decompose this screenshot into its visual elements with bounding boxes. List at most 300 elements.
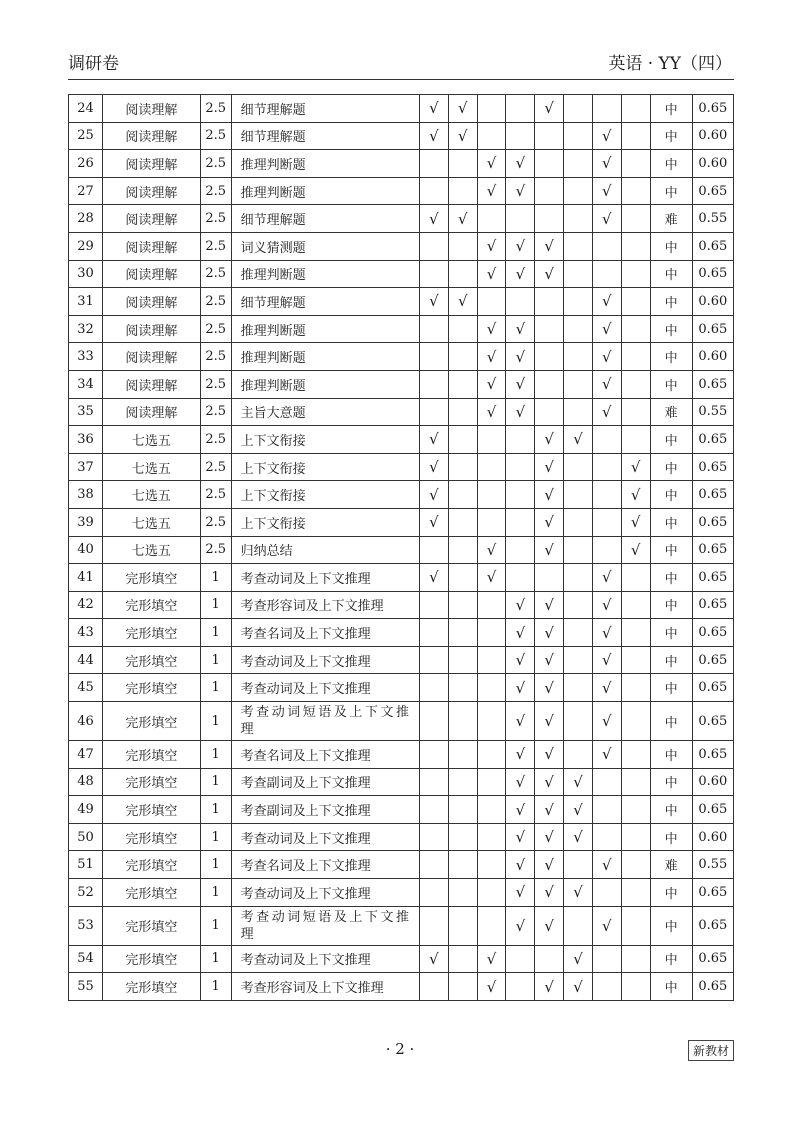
check-mark-icon: √	[592, 702, 621, 741]
check-cell	[564, 481, 593, 509]
coefficient: 0.65	[692, 508, 733, 536]
question-number: 45	[69, 674, 103, 702]
question-number: 52	[69, 879, 103, 907]
topic: 细节理解题	[231, 122, 419, 150]
check-mark-icon: √	[564, 823, 593, 851]
check-cell	[420, 646, 449, 674]
check-cell	[506, 564, 535, 592]
question-type: 阅读理解	[102, 122, 200, 150]
check-cell	[448, 823, 477, 851]
check-mark-icon: √	[420, 95, 449, 123]
check-cell	[592, 536, 621, 564]
check-cell	[448, 945, 477, 973]
check-mark-icon: √	[535, 646, 564, 674]
check-cell	[621, 398, 650, 426]
check-cell	[621, 768, 650, 796]
check-mark-icon: √	[564, 426, 593, 454]
question-type: 完形填空	[102, 796, 200, 824]
check-mark-icon: √	[592, 150, 621, 178]
check-mark-icon: √	[506, 150, 535, 178]
check-mark-icon: √	[506, 646, 535, 674]
difficulty: 中	[650, 536, 692, 564]
check-mark-icon: √	[592, 288, 621, 316]
check-cell	[477, 95, 506, 123]
check-cell	[448, 591, 477, 619]
check-cell	[621, 315, 650, 343]
check-cell	[564, 508, 593, 536]
question-number: 35	[69, 398, 103, 426]
check-cell	[592, 973, 621, 1001]
coefficient: 0.65	[692, 906, 733, 945]
check-cell	[448, 619, 477, 647]
table-row	[69, 823, 734, 851]
table-row	[69, 906, 734, 945]
question-type: 七选五	[102, 453, 200, 481]
difficulty: 中	[650, 945, 692, 973]
difficulty: 中	[650, 823, 692, 851]
table-row	[69, 95, 734, 123]
topic: 推理判断题	[231, 260, 419, 288]
check-cell	[564, 315, 593, 343]
check-mark-icon: √	[535, 768, 564, 796]
check-cell	[621, 260, 650, 288]
check-cell	[535, 288, 564, 316]
check-cell	[564, 95, 593, 123]
check-cell	[477, 508, 506, 536]
difficulty: 中	[650, 796, 692, 824]
topic: 细节理解题	[231, 288, 419, 316]
table-row	[69, 768, 734, 796]
check-cell	[564, 702, 593, 741]
check-mark-icon: √	[477, 945, 506, 973]
check-mark-icon: √	[621, 536, 650, 564]
check-mark-icon: √	[420, 122, 449, 150]
coefficient: 0.65	[692, 370, 733, 398]
check-mark-icon: √	[535, 260, 564, 288]
check-cell	[477, 702, 506, 741]
check-cell	[477, 768, 506, 796]
score: 2.5	[200, 232, 231, 260]
question-number: 44	[69, 646, 103, 674]
coefficient: 0.60	[692, 150, 733, 178]
check-cell	[621, 945, 650, 973]
check-cell	[621, 232, 650, 260]
topic: 归纳总结	[231, 536, 419, 564]
check-cell	[564, 851, 593, 879]
topic: 考查名词及上下文推理	[231, 741, 419, 769]
check-cell	[448, 851, 477, 879]
difficulty: 中	[650, 122, 692, 150]
check-cell	[477, 823, 506, 851]
check-cell	[420, 150, 449, 178]
topic: 考查名词及上下文推理	[231, 619, 419, 647]
coefficient: 0.55	[692, 205, 733, 233]
check-cell	[621, 370, 650, 398]
check-mark-icon: √	[535, 95, 564, 123]
header-divider	[68, 79, 734, 80]
table-row	[69, 315, 734, 343]
check-cell	[448, 796, 477, 824]
difficulty: 中	[650, 973, 692, 1001]
score: 2.5	[200, 315, 231, 343]
check-cell	[535, 564, 564, 592]
coefficient: 0.65	[692, 646, 733, 674]
topic: 考查副词及上下文推理	[231, 768, 419, 796]
check-mark-icon: √	[535, 702, 564, 741]
check-cell	[477, 674, 506, 702]
question-type: 完形填空	[102, 768, 200, 796]
question-number: 29	[69, 232, 103, 260]
check-cell	[506, 973, 535, 1001]
check-cell	[448, 370, 477, 398]
score: 1	[200, 796, 231, 824]
check-cell	[564, 232, 593, 260]
check-cell	[621, 741, 650, 769]
question-number: 53	[69, 906, 103, 945]
check-cell	[506, 453, 535, 481]
question-type: 完形填空	[102, 851, 200, 879]
check-cell	[592, 426, 621, 454]
question-number: 28	[69, 205, 103, 233]
check-cell	[564, 741, 593, 769]
difficulty: 中	[650, 150, 692, 178]
check-mark-icon: √	[420, 288, 449, 316]
question-type: 阅读理解	[102, 205, 200, 233]
check-mark-icon: √	[592, 906, 621, 945]
check-cell	[448, 906, 477, 945]
coefficient: 0.65	[692, 426, 733, 454]
table-row	[69, 232, 734, 260]
question-type: 完形填空	[102, 823, 200, 851]
check-cell	[564, 591, 593, 619]
check-cell	[621, 702, 650, 741]
check-cell	[621, 973, 650, 1001]
check-cell	[535, 122, 564, 150]
coefficient: 0.65	[692, 702, 733, 741]
check-cell	[506, 205, 535, 233]
difficulty: 中	[650, 674, 692, 702]
check-cell	[564, 260, 593, 288]
check-cell	[535, 343, 564, 371]
question-number: 36	[69, 426, 103, 454]
check-mark-icon: √	[535, 536, 564, 564]
question-number: 27	[69, 177, 103, 205]
score: 2.5	[200, 536, 231, 564]
check-cell	[477, 481, 506, 509]
check-cell	[564, 674, 593, 702]
check-mark-icon: √	[506, 370, 535, 398]
question-number: 32	[69, 315, 103, 343]
question-number: 39	[69, 508, 103, 536]
topic: 上下文衔接	[231, 453, 419, 481]
question-type: 阅读理解	[102, 288, 200, 316]
check-cell	[477, 906, 506, 945]
check-cell	[621, 426, 650, 454]
check-mark-icon: √	[506, 398, 535, 426]
coefficient: 0.65	[692, 591, 733, 619]
check-cell	[420, 260, 449, 288]
check-cell	[621, 591, 650, 619]
check-cell	[621, 619, 650, 647]
question-number: 26	[69, 150, 103, 178]
check-mark-icon: √	[621, 481, 650, 509]
table-row	[69, 796, 734, 824]
topic: 考查动词及上下文推理	[231, 646, 419, 674]
check-cell	[420, 823, 449, 851]
topic: 推理判断题	[231, 315, 419, 343]
coefficient: 0.60	[692, 768, 733, 796]
check-mark-icon: √	[477, 398, 506, 426]
check-cell	[535, 315, 564, 343]
score: 1	[200, 646, 231, 674]
question-type: 阅读理解	[102, 398, 200, 426]
coefficient: 0.65	[692, 481, 733, 509]
check-mark-icon: √	[535, 426, 564, 454]
check-mark-icon: √	[477, 260, 506, 288]
question-number: 38	[69, 481, 103, 509]
score: 2.5	[200, 122, 231, 150]
check-cell	[448, 453, 477, 481]
score: 1	[200, 879, 231, 907]
coefficient: 0.65	[692, 177, 733, 205]
table-row	[69, 973, 734, 1001]
check-cell	[564, 177, 593, 205]
difficulty: 中	[650, 453, 692, 481]
question-number: 50	[69, 823, 103, 851]
check-cell	[448, 646, 477, 674]
check-mark-icon: √	[535, 851, 564, 879]
check-mark-icon: √	[592, 205, 621, 233]
score: 1	[200, 906, 231, 945]
check-mark-icon: √	[564, 945, 593, 973]
check-mark-icon: √	[506, 674, 535, 702]
question-number: 55	[69, 973, 103, 1001]
question-number: 24	[69, 95, 103, 123]
score: 2.5	[200, 481, 231, 509]
difficulty: 中	[650, 591, 692, 619]
difficulty: 中	[650, 768, 692, 796]
check-mark-icon: √	[535, 453, 564, 481]
check-cell	[448, 177, 477, 205]
question-number: 41	[69, 564, 103, 592]
score: 2.5	[200, 508, 231, 536]
check-cell	[448, 426, 477, 454]
score: 2.5	[200, 150, 231, 178]
score: 2.5	[200, 453, 231, 481]
question-type: 完形填空	[102, 591, 200, 619]
check-cell	[420, 796, 449, 824]
topic: 考查动词短语及上下文推理	[231, 906, 419, 945]
table-row	[69, 122, 734, 150]
topic: 考查动词及上下文推理	[231, 879, 419, 907]
difficulty: 难	[650, 398, 692, 426]
check-cell	[448, 973, 477, 1001]
topic: 上下文衔接	[231, 481, 419, 509]
score: 1	[200, 768, 231, 796]
check-mark-icon: √	[535, 591, 564, 619]
check-mark-icon: √	[477, 150, 506, 178]
check-cell	[420, 177, 449, 205]
check-mark-icon: √	[420, 426, 449, 454]
check-mark-icon: √	[564, 796, 593, 824]
check-mark-icon: √	[592, 122, 621, 150]
check-cell	[420, 536, 449, 564]
check-cell	[506, 426, 535, 454]
topic: 考查动词及上下文推理	[231, 564, 419, 592]
table-row	[69, 288, 734, 316]
check-mark-icon: √	[535, 879, 564, 907]
check-mark-icon: √	[506, 879, 535, 907]
check-cell	[535, 150, 564, 178]
topic: 考查名词及上下文推理	[231, 851, 419, 879]
check-mark-icon: √	[506, 591, 535, 619]
check-cell	[420, 741, 449, 769]
check-cell	[506, 508, 535, 536]
difficulty: 中	[650, 646, 692, 674]
check-mark-icon: √	[592, 591, 621, 619]
score: 2.5	[200, 205, 231, 233]
difficulty: 难	[650, 851, 692, 879]
check-cell	[420, 591, 449, 619]
check-mark-icon: √	[564, 768, 593, 796]
question-type: 阅读理解	[102, 95, 200, 123]
check-mark-icon: √	[592, 398, 621, 426]
score: 2.5	[200, 288, 231, 316]
check-cell	[592, 879, 621, 907]
check-cell	[448, 536, 477, 564]
check-mark-icon: √	[592, 619, 621, 647]
question-type: 七选五	[102, 508, 200, 536]
check-mark-icon: √	[420, 205, 449, 233]
check-cell	[506, 945, 535, 973]
check-cell	[420, 973, 449, 1001]
difficulty: 难	[650, 205, 692, 233]
table-row	[69, 591, 734, 619]
question-type: 阅读理解	[102, 315, 200, 343]
check-mark-icon: √	[621, 453, 650, 481]
topic: 细节理解题	[231, 95, 419, 123]
check-mark-icon: √	[477, 232, 506, 260]
question-type: 阅读理解	[102, 150, 200, 178]
difficulty: 中	[650, 370, 692, 398]
check-mark-icon: √	[477, 177, 506, 205]
check-mark-icon: √	[420, 481, 449, 509]
coefficient: 0.65	[692, 796, 733, 824]
score: 2.5	[200, 177, 231, 205]
table-body	[69, 95, 734, 1001]
check-cell	[592, 95, 621, 123]
check-cell	[448, 398, 477, 426]
difficulty: 中	[650, 619, 692, 647]
topic: 考查形容词及上下文推理	[231, 591, 419, 619]
check-cell	[621, 906, 650, 945]
page-number: · 2 ·	[385, 1040, 415, 1058]
question-number: 34	[69, 370, 103, 398]
check-cell	[592, 768, 621, 796]
question-type: 完形填空	[102, 945, 200, 973]
table-row	[69, 343, 734, 371]
check-cell	[621, 851, 650, 879]
check-cell	[477, 122, 506, 150]
difficulty: 中	[650, 315, 692, 343]
check-mark-icon: √	[535, 796, 564, 824]
score: 1	[200, 674, 231, 702]
check-cell	[592, 453, 621, 481]
coefficient: 0.65	[692, 232, 733, 260]
check-cell	[621, 796, 650, 824]
topic: 考查动词短语及上下文推理	[231, 702, 419, 741]
topic: 推理判断题	[231, 177, 419, 205]
check-cell	[564, 536, 593, 564]
check-mark-icon: √	[592, 851, 621, 879]
score: 2.5	[200, 398, 231, 426]
question-type: 完形填空	[102, 674, 200, 702]
check-cell	[420, 232, 449, 260]
check-mark-icon: √	[506, 851, 535, 879]
coefficient: 0.65	[692, 564, 733, 592]
check-cell	[592, 508, 621, 536]
table-row	[69, 646, 734, 674]
question-number: 37	[69, 453, 103, 481]
question-number: 31	[69, 288, 103, 316]
check-mark-icon: √	[592, 315, 621, 343]
coefficient: 0.65	[692, 536, 733, 564]
coefficient: 0.60	[692, 122, 733, 150]
check-cell	[535, 945, 564, 973]
check-mark-icon: √	[592, 343, 621, 371]
score: 1	[200, 945, 231, 973]
check-mark-icon: √	[506, 741, 535, 769]
topic: 考查动词及上下文推理	[231, 674, 419, 702]
analysis-table	[68, 94, 734, 1001]
check-cell	[564, 122, 593, 150]
difficulty: 中	[650, 564, 692, 592]
check-cell	[506, 536, 535, 564]
table-row	[69, 426, 734, 454]
topic: 考查动词及上下文推理	[231, 945, 419, 973]
check-cell	[477, 851, 506, 879]
question-type: 完形填空	[102, 564, 200, 592]
coefficient: 0.65	[692, 741, 733, 769]
question-type: 七选五	[102, 426, 200, 454]
check-cell	[564, 343, 593, 371]
check-cell	[621, 205, 650, 233]
check-mark-icon: √	[535, 508, 564, 536]
check-cell	[621, 823, 650, 851]
check-cell	[535, 398, 564, 426]
check-mark-icon: √	[448, 95, 477, 123]
table-row	[69, 674, 734, 702]
check-cell	[564, 564, 593, 592]
check-cell	[448, 564, 477, 592]
check-cell	[564, 398, 593, 426]
check-cell	[592, 232, 621, 260]
check-cell	[420, 674, 449, 702]
score: 1	[200, 851, 231, 879]
check-cell	[506, 481, 535, 509]
difficulty: 中	[650, 232, 692, 260]
check-cell	[448, 879, 477, 907]
check-mark-icon: √	[448, 288, 477, 316]
check-mark-icon: √	[535, 674, 564, 702]
question-type: 完形填空	[102, 906, 200, 945]
check-cell	[592, 945, 621, 973]
score: 2.5	[200, 260, 231, 288]
check-cell	[477, 879, 506, 907]
difficulty: 中	[650, 177, 692, 205]
check-cell	[448, 674, 477, 702]
score: 2.5	[200, 426, 231, 454]
